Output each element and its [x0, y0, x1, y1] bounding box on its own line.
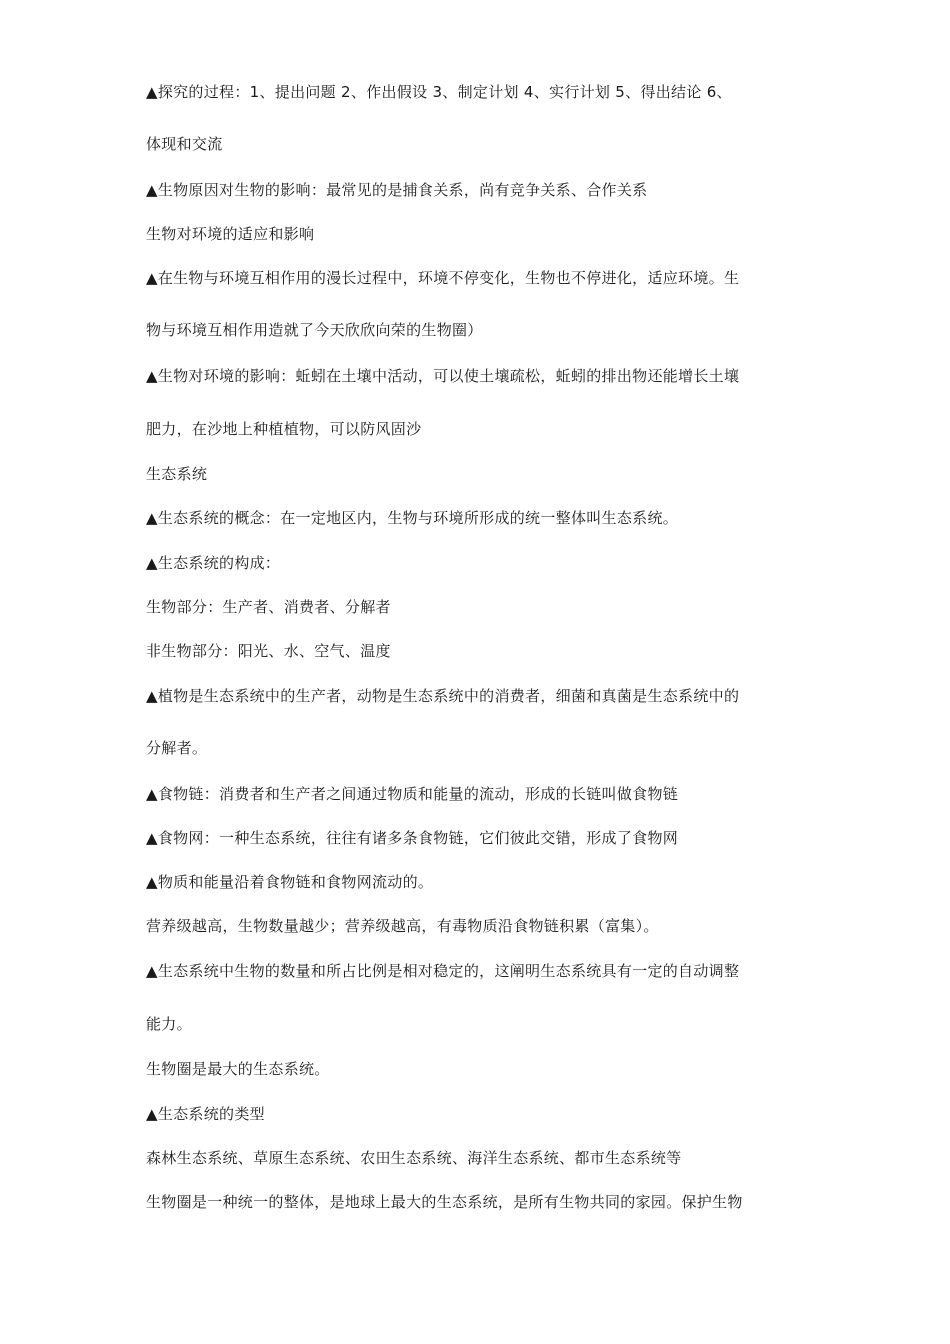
- text-line: 非生物部分：阳光、水、空气、温度: [146, 642, 391, 660]
- text-line: 体现和交流: [146, 135, 223, 153]
- text-line: 森林生态系统、草原生态系统、农田生态系统、海洋生态系统、都市生态系统等: [146, 1149, 682, 1167]
- text-line: ▲生态系统的类型: [146, 1105, 265, 1123]
- text-line: 物与环境互相作用造就了今天欣欣向荣的生物圈）: [146, 321, 483, 339]
- text-line: ▲物质和能量沿着食物链和食物网流动的。: [146, 873, 434, 891]
- text-line: ▲生物原因对生物的影响：最常见的是捕食关系，尚有竞争关系、合作关系: [146, 181, 648, 199]
- text-line: ▲在生物与环境互相作用的漫长过程中，环境不停变化，生物也不停进化，适应环境。生: [146, 269, 740, 287]
- text-line: 生物圈是一种统一的整体，是地球上最大的生态系统，是所有生物共同的家园。保护生物: [146, 1193, 743, 1211]
- text-line: ▲生态系统的构成：: [146, 554, 281, 572]
- text-line: ▲植物是生态系统中的生产者，动物是生态系统中的消费者，细菌和真菌是生态系统中的: [146, 687, 740, 705]
- text-line: 能力。: [146, 1015, 192, 1033]
- text-line: ▲探究的过程：1、提出问题 2、作出假设 3、制定计划 4、实行计划 5、得出结论 6、: [146, 83, 732, 101]
- text-line: ▲生态系统的概念：在一定地区内，生物与环境所形成的统一整体叫生态系统。: [146, 509, 679, 527]
- text-line: 肥力，在沙地上种植植物，可以防风固沙: [146, 420, 422, 438]
- text-line: ▲生态系统中生物的数量和所占比例是相对稳定的，这阐明生态系统具有一定的自动调整: [146, 962, 740, 980]
- text-line: 生物圈是最大的生态系统。: [146, 1060, 330, 1078]
- text-line: 营养级越高，生物数量越少；营养级越高，有毒物质沿食物链积累（富集）。: [146, 917, 659, 935]
- text-line: 生物对环境的适应和影响: [146, 225, 315, 243]
- text-line: 分解者。: [146, 739, 208, 757]
- section-heading: 生态系统: [146, 465, 208, 483]
- text-line: ▲食物链：消费者和生产者之间通过物质和能量的流动，形成的长链叫做食物链: [146, 785, 679, 803]
- text-line: 生物部分：生产者、消费者、分解者: [146, 598, 391, 616]
- text-line: ▲生物对环境的影响：蚯蚓在土壤中活动，可以使土壤疏松，蚯蚓的排出物还能增长土壤: [146, 367, 740, 385]
- text-line: ▲食物网：一种生态系统，往往有诸多条食物链，它们彼此交错，形成了食物网: [146, 829, 679, 847]
